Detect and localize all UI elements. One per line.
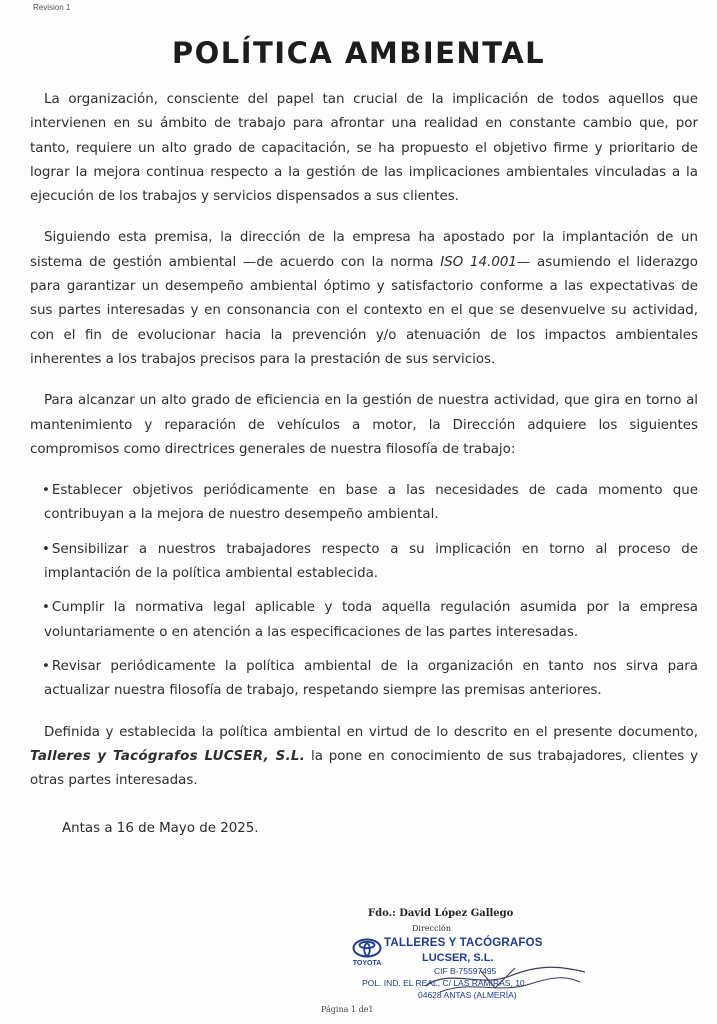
paragraph-management-system [30, 226, 698, 372]
commitments-list [30, 479, 698, 703]
revision-label: Revision 1 [33, 3, 71, 12]
toyota-logo-text: TOYOTA [352, 960, 382, 967]
list-item: • Sensibilizar a nuestros trabajadores respecto a su implicación en torno al proceso de implantación de la política ambiental establecida. [30, 538, 698, 587]
document-title: POLÍTICA AMBIENTAL [171, 36, 546, 70]
signer-name: Fdo.: David López Gallego [368, 908, 514, 919]
paragraph-4-part-b: la pone en conocimiento de sus trabajadores, clientes y otras partes interesadas. [30, 748, 698, 789]
paragraph-commitments-intro: Para alcanzar un alto grado de eficiencia en la gestión de nuestra actividad, que gira en torno al mantenimiento y reparación de vehículos a motor, la Dirección adquiere los siguientes compromisos como directrices generales de nuestra filosofía de trabajo: [30, 393, 698, 457]
stamp-cif: CIF B-75597495 [434, 966, 497, 976]
paragraph-4-part-a: Definida y establecida la política ambiental en virtud de lo descrito en el presente documento, [44, 724, 698, 740]
document-date: Antas a 16 de Mayo de 2025. [62, 821, 259, 836]
stamp-address-line2: 04628 ANTAS (ALMERÍA) [418, 990, 517, 1000]
document-body [30, 88, 698, 810]
stamp-company-line2: LUCSER, S.L. [422, 952, 494, 964]
page-number: Página 1 de1 [321, 1005, 374, 1014]
paragraph-intro: La organización, consciente del papel tan crucial de la implicación de todos aquellos que intervienen en su ámbito de trabajo para afrontar una realidad en constante cambio que, por tanto, requiere un alto grado de capacitación, se ha propuesto el objetivo firme y prioritario de lograr la mejora continua respecto a la gestión de las implicaciones ambientales vinculadas a la ejecución de los trabajos y servicios dispensados a sus clientes. [30, 92, 698, 205]
signer-role: Dirección [412, 924, 452, 933]
paragraph-2-part-a: Siguiendo esta premisa, la dirección de la empresa ha apostado por la implantación de un sistema de gestión ambiental —de acuerdo con la norma [30, 230, 698, 270]
toyota-emblem-icon [352, 938, 382, 958]
list-item: • Establecer objetivos periódicamente en base a las necesidades de cada momento que contribuyan a la mejora de nuestro desempeño ambiental. [30, 479, 698, 528]
paragraph-2-part-b: — asumiendo el liderazgo para garantizar un desempeño ambiental óptimo y satisfactorio conforme a las expectativas de sus partes interesadas y en consonancia con el contexto en el que se desenvuelve su actividad, con el fin de evolucionar hacia la prevención y/o atenuación de los impactos ambientales inherentes a los trabajos precisos para la prestación de sus servicios. [30, 254, 698, 367]
company-name: Talleres y Tacógrafos LUCSER, S.L. [30, 748, 306, 764]
list-item: • Cumplir la normativa legal aplicable y toda aquella regulación asumida por la empresa voluntariamente o en atención a las especificaciones de las partes interesadas. [30, 596, 698, 645]
iso-standard: ISO 14.001 [440, 254, 517, 270]
list-item: • Revisar periódicamente la política ambiental de la organización en tanto nos sirva para actualizar nuestra filosofía de trabajo, respetando siempre las premisas anteriores. [30, 655, 698, 704]
stamp-address-line1: POL. IND. EL REAL, C/ LAS RAMIRAS, 10 [362, 978, 525, 988]
handwritten-signature [420, 958, 590, 998]
paragraph-closing [30, 721, 698, 794]
stamp-company-line1: TALLERES Y TACÓGRAFOS [384, 937, 543, 949]
